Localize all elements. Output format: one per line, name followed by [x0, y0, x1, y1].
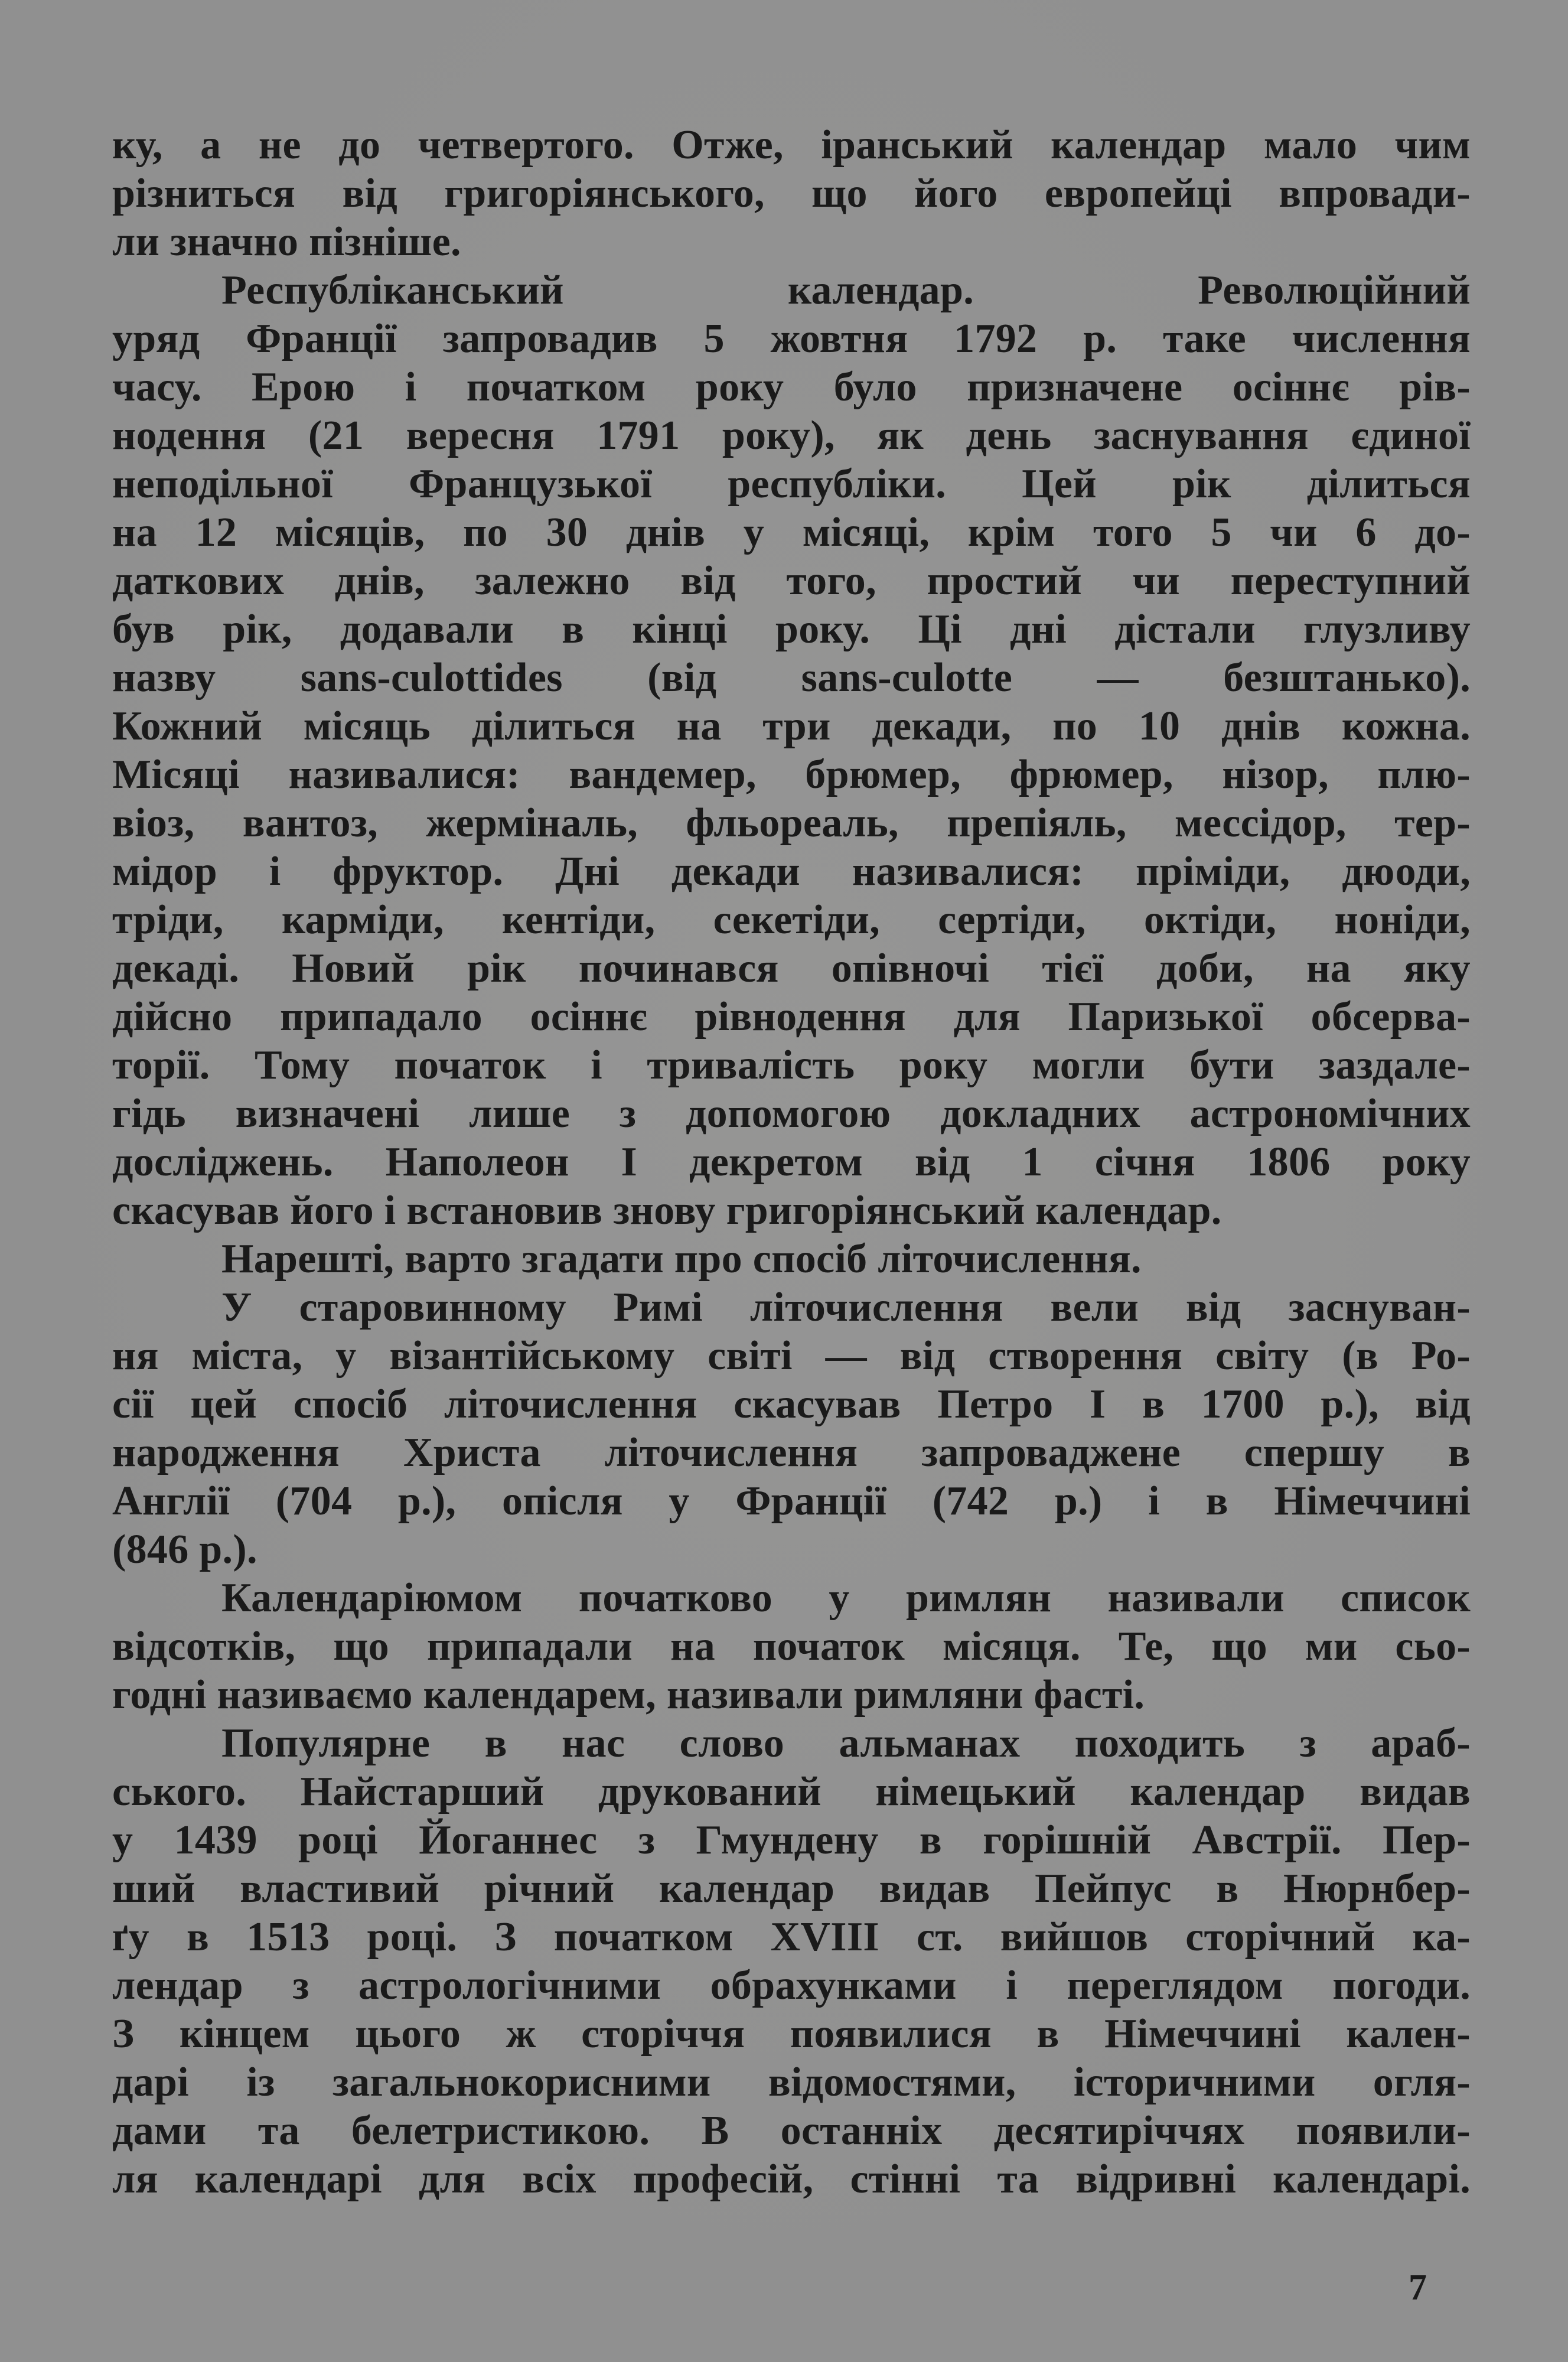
text-line: нодення (21 вересня 1791 року), як день заснування єдиної — [112, 413, 1471, 458]
text-line: даткових днів, залежно від того, простий чи переступний — [112, 558, 1471, 604]
text-line: Англії (704 р.), опісля у Франції (742 р.) і в Німеччині — [112, 1478, 1471, 1524]
text-line: Популярне в нас слово альманах походить з араб- — [221, 1721, 1471, 1766]
text-line: лендар з астрологічними обрахунками і переглядом погоди. — [112, 1963, 1471, 2008]
text-line: назву sans-culottides (від sans-culotte — безштанько). — [112, 655, 1471, 701]
text-line: дійсно припадало осіннє рівнодення для Паризької обсерва- — [112, 994, 1471, 1040]
page-number: 7 — [1409, 2267, 1427, 2308]
text-line: скасував його і встановив знову григоріянський календар. — [112, 1188, 1222, 1233]
text-line: сії цей спосіб літочислення скасував Петро I в 1700 р.), від — [112, 1382, 1471, 1427]
text-line: торії. Тому початок і тривалість року могли бути заздале- — [112, 1042, 1471, 1088]
text-line: досліджень. Наполеон I декретом від 1 січня 1806 року — [112, 1139, 1471, 1185]
text-line: ший властивий річний календар видав Пейпус в Нюрнбер- — [112, 1866, 1471, 1911]
text-line: віоз, вантоз, жерміналь, фльореаль, препіяль, мессідор, тер- — [112, 800, 1471, 846]
text-line: мідор і фруктор. Дні декади називалися: пріміди, дюоди, — [112, 849, 1471, 894]
text-line: дами та белетристикою. В останніх десятиріччях появили- — [112, 2108, 1471, 2154]
text-line: Кожний місяць ділиться на три декади, по 10 днів кожна. — [112, 703, 1471, 749]
text-line: Нарешті, варто згадати про спосіб літочислення. — [221, 1236, 1142, 1282]
text-line: (846 р.). — [112, 1527, 257, 1572]
text-line: годні називаємо календарем, називали римляни фасті. — [112, 1672, 1145, 1718]
text-line: у 1439 році Йоганнес з Гмундену в горішній Австрії. Пер- — [112, 1817, 1471, 1863]
text-line: ку, а не до четвертого. Отже, іранський календар мало чим — [112, 122, 1471, 168]
text-line: гідь визначені лише з допомогою докладних астрономічних — [112, 1091, 1471, 1136]
text-line: декаді. Новий рік починався опівночі тієї доби, на яку — [112, 946, 1471, 991]
text-line: тріди, карміди, кентіди, секетіди, сертіди, октіди, ноніди, — [112, 897, 1471, 943]
text-line: відсотків, що припадали на початок місяця. Те, що ми сьо- — [112, 1624, 1471, 1669]
text-line: З кінцем цього ж сторіччя появилися в Німеччині кален- — [112, 2011, 1471, 2057]
text-line: народження Христа літочислення запроваджене спершу в — [112, 1430, 1471, 1475]
text-line: У старовинному Римі літочислення вели від заснуван- — [221, 1285, 1471, 1330]
text-line: ля календарі для всіх професій, стінні та відривні календарі. — [112, 2156, 1471, 2202]
text-line: уряд Франції запровадив 5 жовтня 1792 р. таке числення — [112, 316, 1471, 361]
text-line: ґу в 1513 році. З початком XVIII ст. вийшов сторічний ка- — [112, 1914, 1471, 1960]
text-line: на 12 місяців, по 30 днів у місяці, крім того 5 чи 6 до- — [112, 510, 1471, 555]
section-heading-line: Республіканський календар. Революційний — [221, 268, 1471, 313]
text-line: дарі із загальнокорисними відомостями, історичними огля- — [112, 2060, 1471, 2105]
text-line: ли значно пізніше. — [112, 219, 461, 265]
page-text — [112, 121, 1471, 2204]
text-line: був рік, додавали в кінці року. Ці дні дістали глузливу — [112, 607, 1471, 652]
text-line: неподільної Французької республіки. Цей рік ділиться — [112, 461, 1471, 507]
text-line: ня міста, у візантійському світі — від створення світу (в Ро- — [112, 1333, 1471, 1379]
text-line: часу. Ерою і початком року було призначене осіннє рів- — [112, 364, 1471, 410]
text-line: ського. Найстарший друкований німецький календар видав — [112, 1769, 1471, 1814]
text-line: Календаріюмом початково у римлян називали список — [221, 1575, 1471, 1621]
text-line: Місяці називалися: вандемер, брюмер, фрюмер, нізор, плю- — [112, 752, 1471, 797]
text-line: різниться від григоріянського, що його европейці впровади- — [112, 171, 1471, 216]
